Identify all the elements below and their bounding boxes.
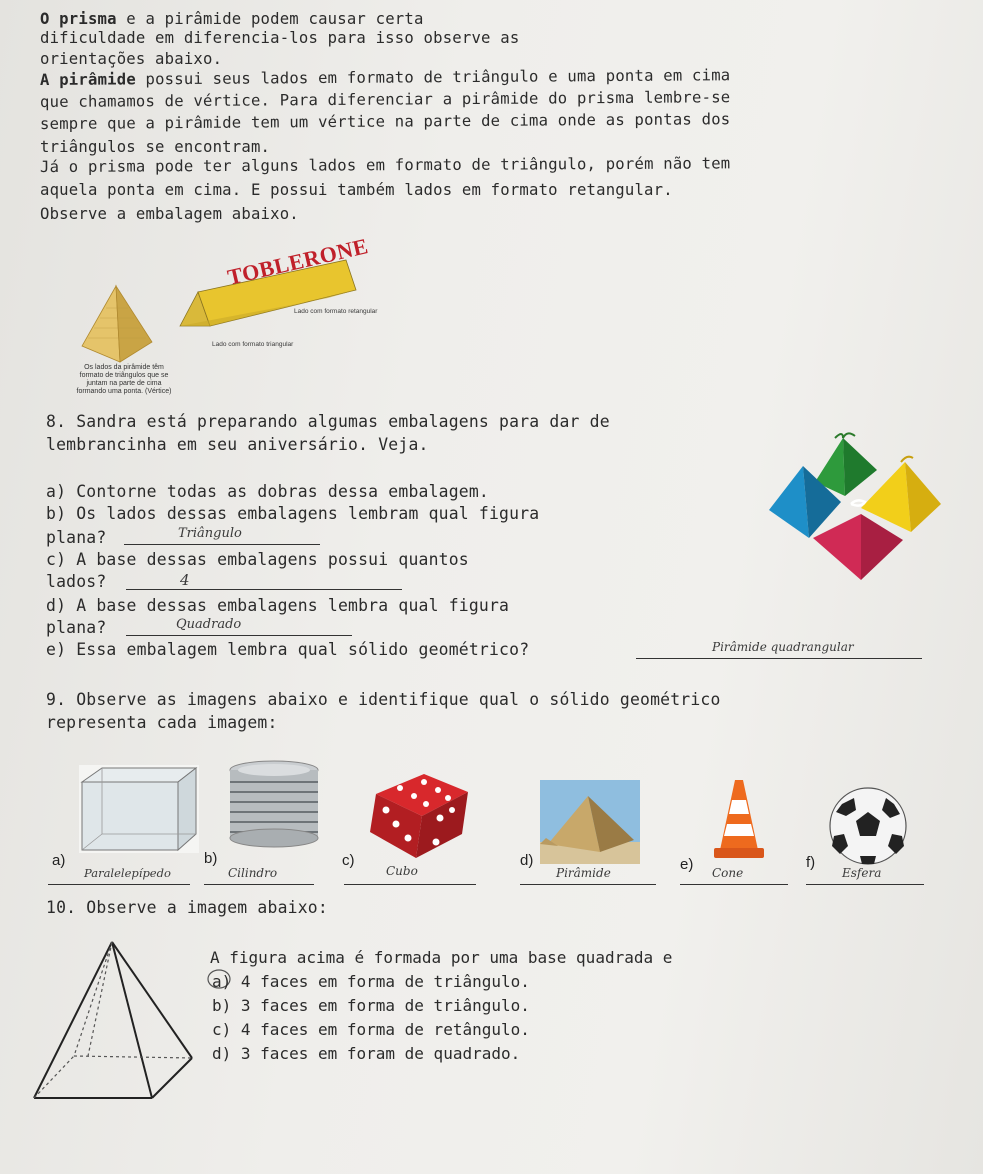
pyramid-illustration	[80, 284, 160, 364]
q10-stem: A figura acima é formada por uma base quadrada e	[210, 948, 673, 967]
q8-item-c-line-1: c) A base dessas embalagens possui quantos	[46, 550, 469, 569]
q8-item-d-line-2: plana?	[46, 618, 107, 637]
pyramid-paragraph-line-2: que chamamos de vértice. Para diferenciar a pirâmide do prisma lembre-se	[39, 88, 731, 111]
q8-line-1: 8. Sandra está preparando algumas embalagens para dar de	[46, 412, 610, 431]
q10-option-b[interactable]: b) 3 faces em forma de triângulo.	[212, 996, 530, 1015]
q8-d-answer-line	[126, 635, 352, 636]
q9-letter-c: c)	[342, 852, 355, 869]
q9-c-answer: Cubo	[386, 864, 418, 878]
q9-b-answer-line	[204, 884, 314, 885]
q10-option-c[interactable]: c) 4 faces em forma de retângulo.	[212, 1020, 530, 1039]
box-paralelepipedo-image	[78, 764, 200, 854]
prism-paragraph-line-1: Já o prisma pode ter alguns lados em formato de triângulo, porém não tem	[39, 154, 731, 176]
q9-line-1: 9. Observe as imagens abaixo e identifique qual o sólido geométrico	[46, 690, 721, 709]
pyramid-caption-4: formando uma ponta. (Vértice)	[76, 388, 172, 395]
pyramid-paragraph-line-4: triângulos se encontram.	[40, 138, 271, 156]
q9-a-answer: Paralelepípedo	[84, 866, 171, 880]
q10-option-d[interactable]: d) 3 faces em foram de quadrado.	[212, 1044, 521, 1063]
soccer-ball-image	[828, 786, 908, 866]
q9-c-answer-line	[344, 884, 476, 885]
q9-line-2: representa cada imagem:	[46, 713, 278, 732]
q9-letter-d: d)	[520, 852, 534, 869]
q8-c-answer-line	[126, 589, 402, 590]
square-pyramid-diagram	[30, 938, 196, 1104]
egypt-piramide-image	[540, 780, 640, 864]
prism-paragraph-line-2: aquela ponta em cima. E possui também lados em formato retangular.	[40, 181, 673, 199]
intro-line-1: O prisma e a pirâmide podem causar certa	[40, 10, 424, 28]
q8-d-answer: Quadrado	[176, 617, 242, 632]
q8-line-2: lembrancinha em seu aniversário. Veja.	[46, 435, 429, 454]
can-cilindro-image	[228, 760, 320, 852]
q8-b-answer: Triângulo	[178, 526, 242, 541]
q9-letter-a: a)	[52, 852, 66, 869]
traffic-cone-image	[714, 778, 764, 860]
q9-b-answer: Cilindro	[228, 866, 278, 880]
toblerone-brand: TOBLERONE	[225, 233, 371, 290]
q9-e-answer-line	[680, 884, 788, 885]
q10-title: 10. Observe a imagem abaixo:	[46, 898, 328, 917]
q9-f-answer-line	[806, 884, 924, 885]
q8-item-b-line-2: plana?	[46, 528, 107, 547]
pyramid-caption-1: Os lados da pirâmide têm	[84, 364, 164, 371]
q8-e-answer-line	[636, 658, 922, 659]
pyramid-caption-2: formato de triângulos que se	[79, 372, 169, 379]
q9-d-answer: Pirâmide	[556, 866, 611, 880]
tri-side-label: Lado com formato triangular	[212, 341, 294, 348]
intro-line-3: orientações abaixo.	[40, 50, 223, 68]
gift-boxes-illustration	[765, 430, 945, 585]
pyramid-paragraph-line-1: A pirâmide possui seus lados em formato de triângulo e uma ponta em cima	[39, 66, 731, 89]
pyramid-paragraph-line-3: sempre que a pirâmide tem um vértice na parte de cima onde as pontas dos	[39, 110, 731, 133]
q9-letter-f: f)	[806, 854, 816, 871]
q9-letter-e: e)	[680, 856, 694, 873]
intro-line-2: dificuldade em diferencia-los para isso observe as	[40, 29, 520, 47]
q8-item-b-line-1: b) Os lados dessas embalagens lembram qual figura	[46, 504, 540, 523]
pyramid-caption-3: juntam na parte de cima	[86, 380, 162, 387]
q9-d-answer-line	[520, 884, 656, 885]
observe-line: Observe a embalagem abaixo.	[40, 205, 299, 223]
q9-a-answer-line	[48, 884, 190, 885]
q8-e-answer: Pirâmide quadrangular	[712, 640, 854, 654]
dice-cubo-image	[366, 772, 472, 858]
q8-b-answer-line	[124, 544, 320, 545]
q8-c-answer: 4	[180, 571, 190, 589]
q9-letter-b: b)	[204, 850, 218, 867]
rect-side-label: Lado com formato retangular	[294, 308, 378, 315]
q9-f-answer: Esfera	[842, 866, 882, 880]
q9-e-answer: Cone	[712, 866, 744, 880]
q8-item-c-line-2: lados?	[46, 572, 107, 591]
q8-item-e: e) Essa embalagem lembra qual sólido geométrico?	[46, 640, 530, 659]
q8-item-d-line-1: d) A base dessas embalagens lembra qual figura	[46, 596, 510, 615]
q8-item-a: a) Contorne todas as dobras dessa embalagem.	[46, 482, 489, 501]
q10-option-a[interactable]: a) 4 faces em forma de triângulo.	[212, 972, 530, 991]
